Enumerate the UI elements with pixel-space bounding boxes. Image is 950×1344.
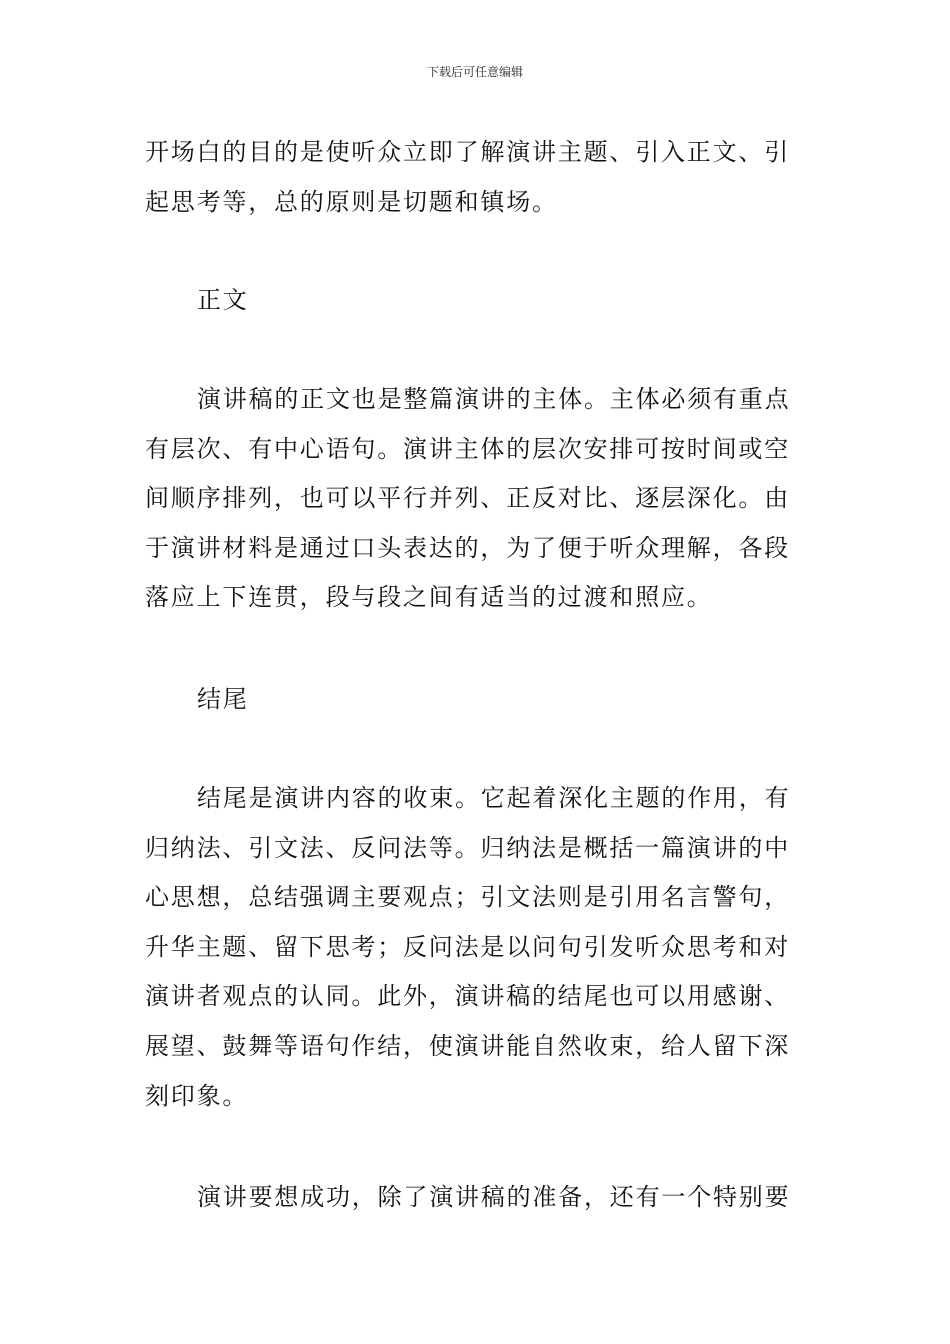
paragraph-ending [145, 774, 807, 1121]
paragraph-line: 演讲要想成功，除了演讲稿的准备，还有一个特别要 [197, 1183, 791, 1211]
paragraph-line: 落应上下连贯，段与段之间有适当的过渡和照应。 [145, 583, 713, 612]
page-header: 下载后可任意编辑 [426, 65, 523, 79]
paragraph-line: 展望、鼓舞等语句作结，使演讲能自然收束，给人留下深 [145, 1031, 790, 1060]
paragraph-line: 开场白的目的是使听众立即了解演讲主题、引入正文、引 [145, 138, 790, 166]
paragraph-line: 刻印象。 [145, 1081, 249, 1110]
paragraph-line: 起思考等，总的原则是切题和镇场。 [145, 187, 558, 216]
paragraph-opening [145, 128, 807, 227]
paragraph-line: 间顺序排列，也可以平行并列、正反对比、逐层深化。由 [145, 484, 790, 513]
paragraph-line: 升华主题、留下思考；反问法是以问句引发听众思考和对 [145, 932, 790, 961]
section-heading-ending: 结尾 [197, 685, 249, 713]
paragraph-line: 于演讲材料是通过口头表达的，为了便于听众理解，各段 [145, 533, 790, 562]
paragraph-body [145, 375, 807, 623]
paragraph-line: 演讲稿的正文也是整篇演讲的主体。主体必须有重点 [197, 385, 791, 413]
paragraph-line: 心思想，总结强调主要观点；引文法则是引用名言警句， [145, 883, 790, 912]
paragraph-line: 结尾是演讲内容的收束。它起着深化主题的作用，有 [197, 784, 791, 812]
paragraph-line: 归纳法、引文法、反问法等。归纳法是概括一篇演讲的中 [145, 833, 790, 862]
section-heading-body: 正文 [197, 286, 249, 314]
paragraph-closing [145, 1173, 807, 1223]
paragraph-line: 演讲者观点的认同。此外，演讲稿的结尾也可以用感谢、 [145, 982, 790, 1011]
paragraph-line: 有层次、有中心语句。演讲主体的层次安排可按时间或空 [145, 434, 790, 463]
